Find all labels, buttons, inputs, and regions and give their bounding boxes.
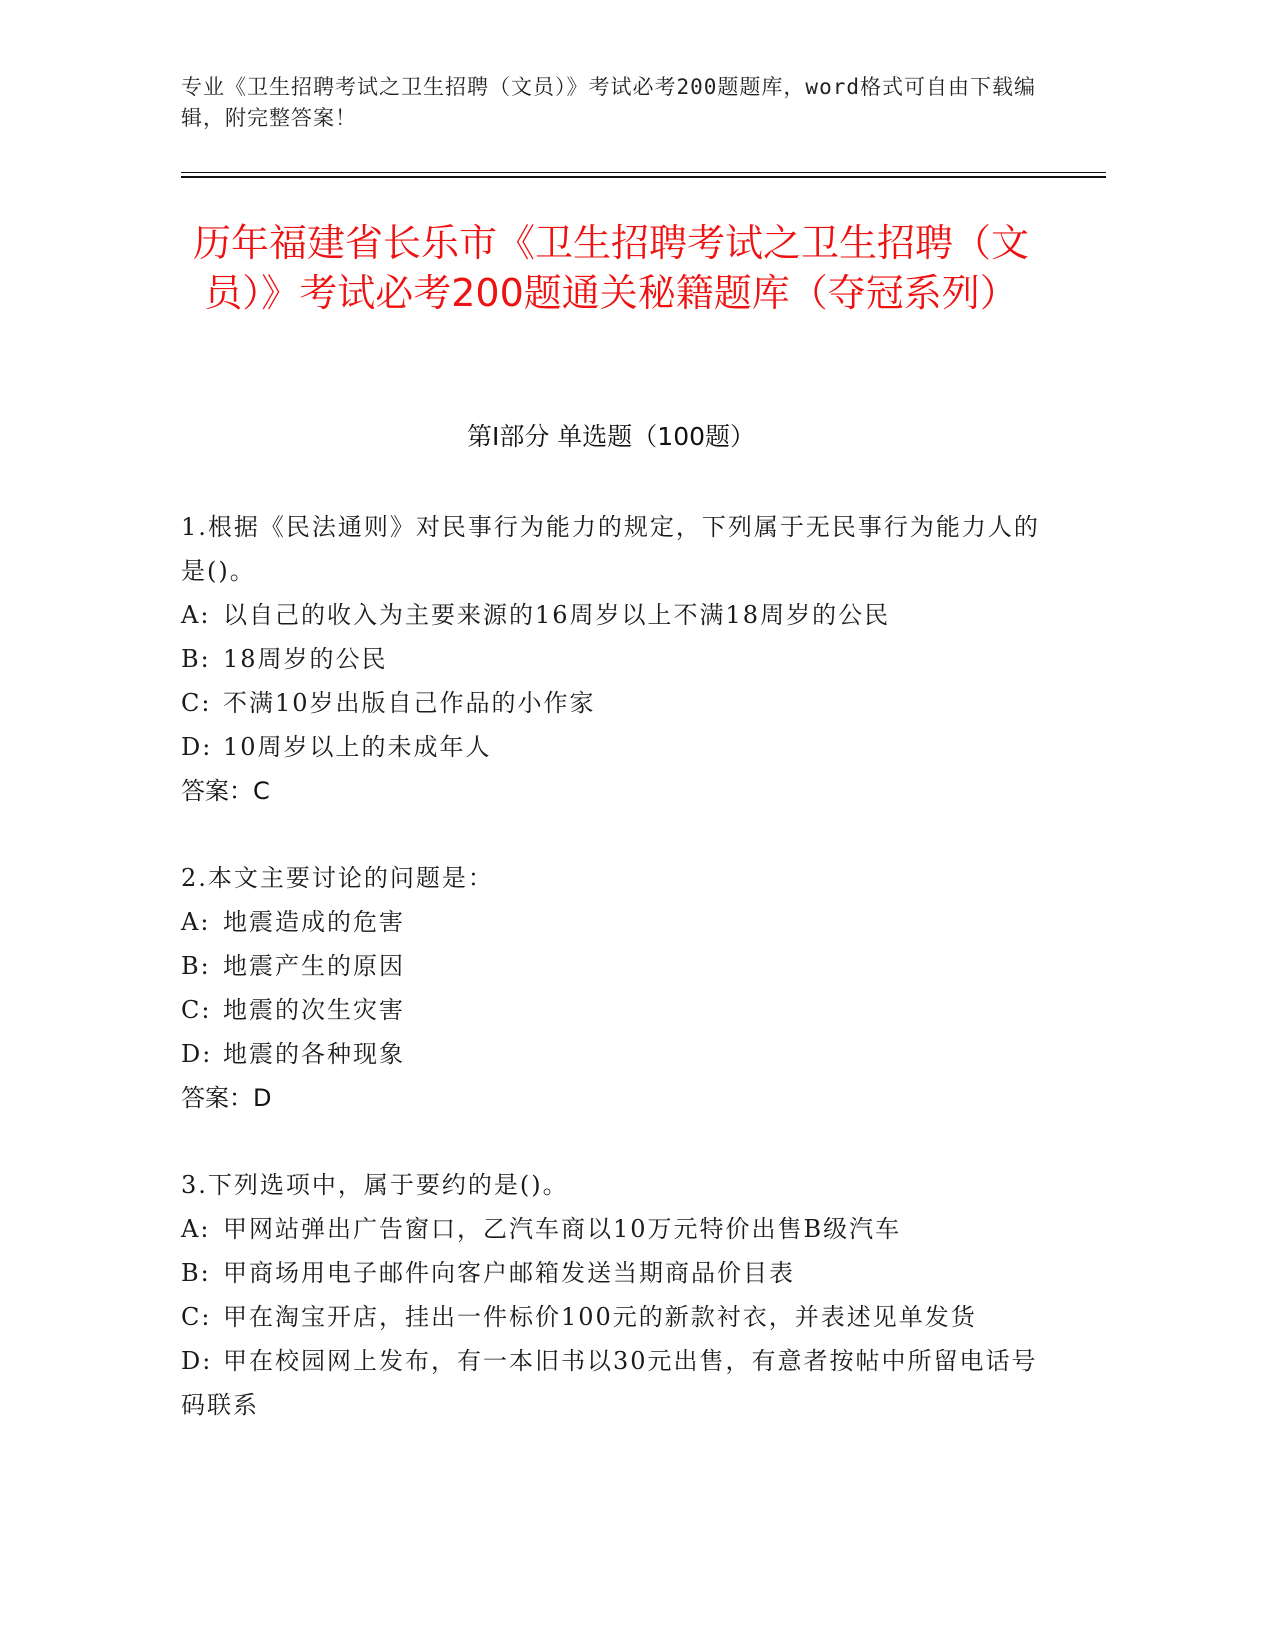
option-d	[181, 1339, 1041, 1427]
question-list	[181, 505, 1041, 1470]
option-b	[181, 1251, 1041, 1295]
header-divider-thick	[181, 176, 1106, 178]
header-note: 专业《卫生招聘考试之卫生招聘（文员）》考试必考200题题库，word格式可自由下载编辑，附完整答案！	[181, 75, 1036, 130]
option-label: A:	[181, 908, 211, 936]
question-2	[181, 856, 1041, 1120]
question-3	[181, 1163, 1041, 1427]
option-text: 以自己的收入为主要来源的16周岁以上不满18周岁的公民	[223, 601, 891, 629]
answer: 答案：D	[181, 1084, 272, 1112]
section-heading: 第Ⅰ部分 单选题（100题）	[466, 422, 756, 451]
option-c	[181, 681, 1041, 725]
question-stem: 2.本文主要讨论的问题是：	[181, 864, 494, 892]
option-text: 地震的各种现象	[223, 1040, 405, 1068]
option-label: D:	[181, 1347, 213, 1375]
option-label: A:	[181, 1215, 211, 1243]
document-title: 历年福建省长乐市《卫生招聘考试之卫生招聘（文员）》考试必考200题通关秘籍题库（夺冠系列）	[192, 221, 1029, 315]
option-text: 甲商场用电子邮件向客户邮箱发送当期商品价目表	[223, 1259, 795, 1287]
option-text: 地震造成的危害	[223, 908, 405, 936]
option-label: B:	[181, 1259, 211, 1287]
option-label: D:	[181, 1040, 213, 1068]
option-label: C:	[181, 996, 212, 1024]
option-label: B:	[181, 952, 211, 980]
option-text: 甲在淘宝开店，挂出一件标价100元的新款衬衣，并表述见单发货	[223, 1303, 977, 1331]
option-label: C:	[181, 1303, 212, 1331]
option-label: C:	[181, 689, 212, 717]
answer: 答案：C	[181, 777, 270, 805]
option-text: 不满10岁出版自己作品的小作家	[223, 689, 596, 717]
option-label: D:	[181, 733, 213, 761]
option-d	[181, 725, 1041, 769]
option-a	[181, 593, 1041, 637]
option-text: 地震产生的原因	[223, 952, 405, 980]
option-label: A:	[181, 601, 211, 629]
question-stem: 3.下列选项中，属于要约的是()。	[181, 1171, 569, 1199]
option-text: 甲网站弹出广告窗口，乙汽车商以10万元特价出售B级汽车	[223, 1215, 902, 1243]
question-stem: 1.根据《民法通则》对民事行为能力的规定，下列属于无民事行为能力人的是()。	[181, 513, 1040, 585]
option-b	[181, 944, 1041, 988]
option-c	[181, 988, 1041, 1032]
question-1	[181, 505, 1041, 813]
option-label: B:	[181, 645, 211, 673]
option-a	[181, 1207, 1041, 1251]
option-text: 18周岁的公民	[223, 645, 388, 673]
option-b	[181, 637, 1041, 681]
option-d	[181, 1032, 1041, 1076]
option-c	[181, 1295, 1041, 1339]
option-text: 地震的次生灾害	[223, 996, 405, 1024]
header-divider-thin	[181, 172, 1106, 173]
option-text: 10周岁以上的未成年人	[223, 733, 492, 761]
option-a	[181, 900, 1041, 944]
option-text: 甲在校园网上发布，有一本旧书以30元出售，有意者按帖中所留电话号码联系	[181, 1347, 1038, 1419]
